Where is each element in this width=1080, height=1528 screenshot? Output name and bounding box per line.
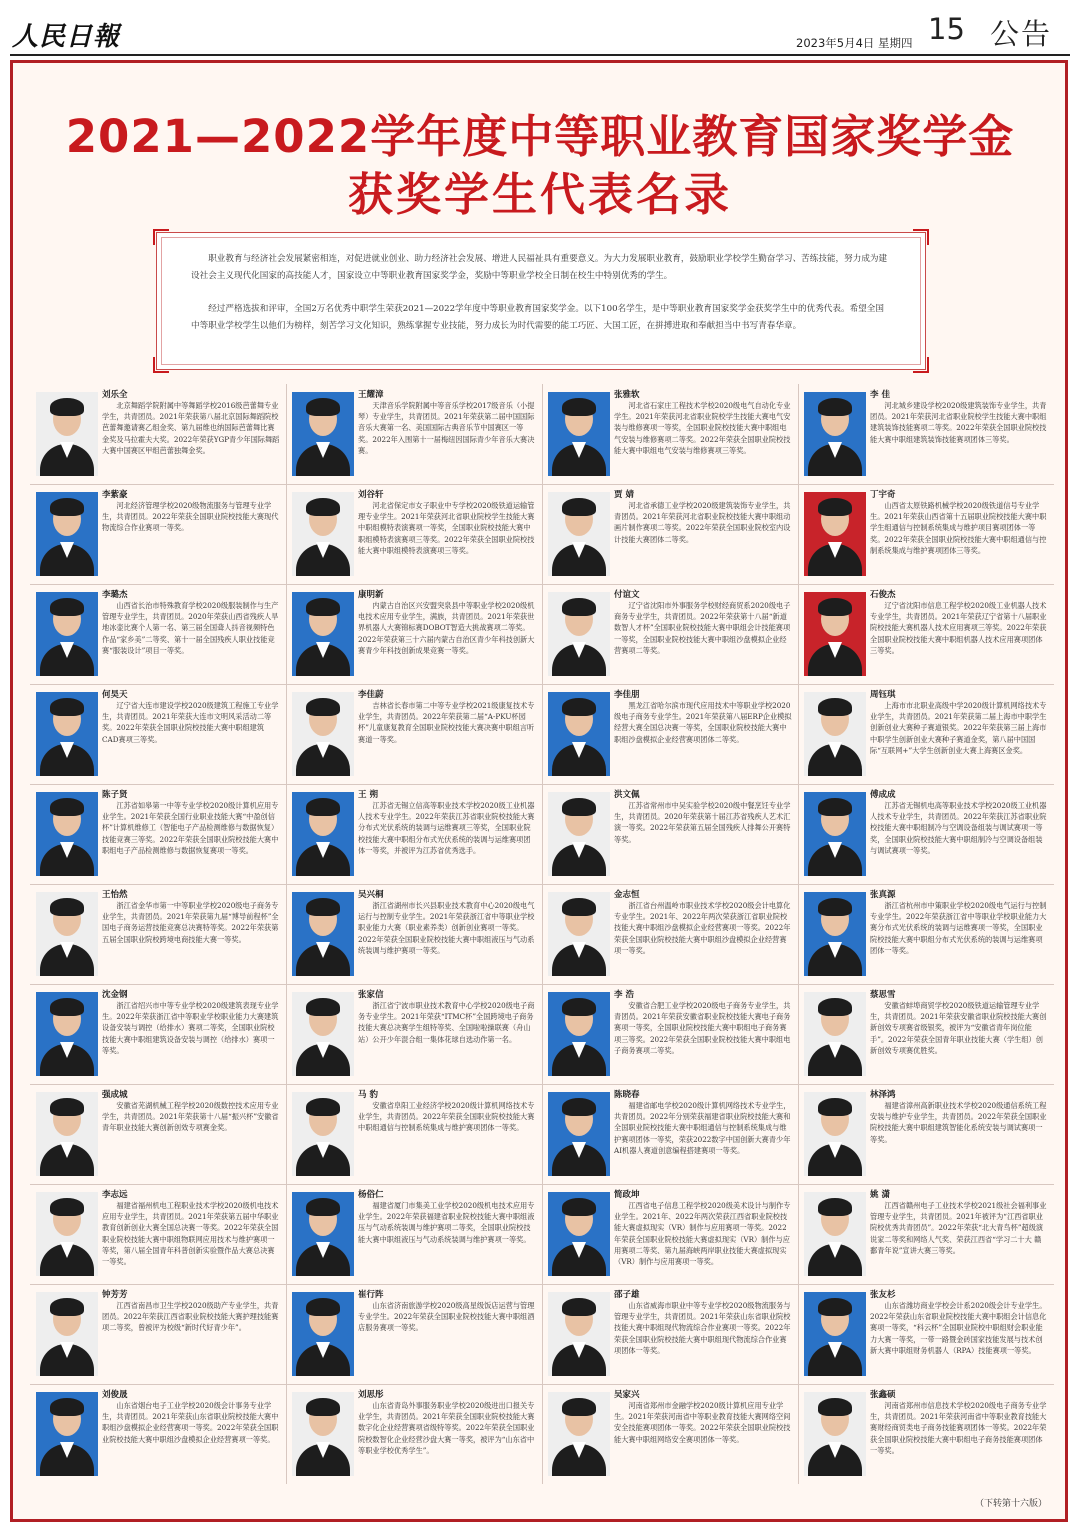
student-card: [30, 684, 286, 784]
student-name: 张雅软: [614, 390, 640, 400]
student-name: 张鑫硕: [870, 1390, 896, 1400]
student-name: 陈晓春: [614, 1090, 640, 1100]
student-bio: 山东省威海市职业中等专业学校2020级物流服务与管理专业学生，共青团员。2021年荣获山东省职业院校技能大赛中职组现代物流综合作业赛项一等奖。2022年荣获全国职业院校技能大赛中职组现代物流综合作业赛项团体一等奖。: [614, 1301, 791, 1355]
student-photo: [548, 1392, 610, 1476]
student-photo: [292, 692, 354, 776]
student-photo: [804, 992, 866, 1076]
corner-ornament: [913, 229, 929, 245]
student-bio: 吉林省长春市第二中等专业学校2021级康复技术专业学生，共青团员。2022年荣获第二届“A-PKU杯园杯”儿童康复教育全国职业院校技能大赛决赛中职组言听赛道一等奖。: [358, 701, 535, 744]
student-card: [286, 984, 542, 1084]
corner-ornament: [913, 357, 929, 373]
student-bio: 河北省石家庄工程技术学校2020级电气自动化专业学生。2021年荣获河北省职业院校学生技能大赛电气安装与维修赛项一等奖，全国职业院校技能大赛中职组电气安装与维修赛项二等奖。2022年荣获全国职业院校技能大赛中职组电气安装与维修赛项三等奖。: [614, 401, 791, 455]
student-card: [798, 1284, 1054, 1384]
student-photo: [804, 692, 866, 776]
student-card: [542, 1284, 798, 1384]
student-photo: [804, 492, 866, 576]
student-name: 李志远: [102, 1190, 128, 1200]
student-photo: [548, 592, 610, 676]
student-photo: [804, 1392, 866, 1476]
student-card: [30, 384, 286, 484]
student-photo: [292, 792, 354, 876]
student-bio: 浙江省台州温岭市职业技术学校2020级会计电算化专业学生。2021年、2022年两次荣获浙江省职业院校技能大赛中职组沙盘模拟企业经营赛项一等奖。2022年荣获全国职业院校技能大赛中职组沙盘模拟企业经营赛项一等奖。: [614, 901, 791, 955]
student-photo: [292, 992, 354, 1076]
student-name: 陈子贤: [102, 790, 128, 800]
student-photo: [548, 992, 610, 1076]
student-bio: 山东省青岛外事服务职业学校2020级进出口报关专业学生，共青团员。2021年荣获全国职业院校技能大赛数字化企业经营赛项省级特等奖。2022年荣获全国职业院校数智化企业经营沙盘大赛一等奖，被评为“山东省中等职业学校优秀学生”。: [358, 1401, 535, 1455]
student-card: [542, 1184, 798, 1284]
student-bio: 北京舞蹈学院附属中等舞蹈学校2016级芭蕾舞专业学生，共青团员。2021年荣获第八届北京国际舞蹈院校芭蕾舞邀请赛乙组金奖、第九届维也纳国际芭蕾舞比赛金奖及马拉霍夫大奖。2022年荣获YGP青少年国际舞蹈大赛中国赛区甲组芭蕾独舞金奖。: [102, 401, 280, 455]
student-grid: [30, 384, 1054, 1484]
student-photo: [548, 792, 610, 876]
student-photo: [804, 592, 866, 676]
student-bio: 江西省南昌市卫生学校2020级助产专业学生，共青团员。2022年荣获江西省职业院校技能大赛护理技能赛项二等奖，曾被评为校级“新时代好青少年”。: [102, 1301, 279, 1333]
student-photo: [804, 1292, 866, 1376]
student-photo: [292, 392, 354, 476]
student-bio: 江苏省无锡机电高等职业技术学校2020级工业机器人技术专业学生，共青团员。2022年荣获江苏省职业院校技能大赛中职组制冷与空调设备组装与调试赛项一等奖，全国职业院校技能大赛中职组制冷与空调设备组装与调试赛项一等奖。: [870, 801, 1047, 855]
student-photo: [292, 1192, 354, 1276]
student-bio: 天津音乐学院附属中等音乐学校2017级音乐（小提琴）专业学生，共青团员。2021年荣获第二届中国国际音乐大赛第一名、美国国际古典音乐节中国赛区一等奖。2022年入围第十一届梅纽因国际青少年音乐大赛决赛。: [358, 401, 535, 455]
student-card: [542, 684, 798, 784]
student-name: 李 佳: [870, 390, 890, 400]
student-bio: 河北城乡建设学校2020级建筑装饰专业学生，共青团员。2021年荣获河北省职业院校学生技能大赛中职组建筑装饰技能赛项二等奖。2022年荣获全国职业院校技能大赛中职组建筑装饰技能赛项团体三等奖。: [870, 401, 1047, 444]
student-card: [798, 1384, 1054, 1484]
student-card: [798, 584, 1054, 684]
student-card: [286, 1384, 542, 1484]
student-card: [542, 584, 798, 684]
student-name: 石俊杰: [870, 590, 896, 600]
student-name: 简政坤: [614, 1190, 640, 1200]
student-photo: [292, 592, 354, 676]
student-bio: 河北省承德工业学校2020级建筑装饰专业学生，共青团员。2021年荣获河北省职业院校技能大赛中职组动画片制作赛项二等奖。2022年荣获全国职业院校室内设计技能大赛团体二等奖。: [614, 501, 791, 544]
student-name: 李佳蔚: [358, 690, 384, 700]
masthead: [0, 0, 1080, 54]
student-bio: 江苏省如皋第一中等专业学校2020级计算机应用专业学生。2021年荣获全国行业职业技能大赛“中盈创信杯”计算机维修工（智能电子产品检测维修与数据恢复）技能竞赛三等奖。2022年荣获全国职业院校技能大赛中职组电子产品检测维修与数据恢复赛项一等奖。: [102, 801, 279, 855]
intro-paragraph-2: 经过严格选拔和评审，全国2万名优秀中职学生荣获2021—2022学年度中等职业教育国家奖学金。以下100名学生，是中等职业教育国家奖学金获奖学生中的优秀代表。希望全国中等职业学校学生以他们为榜样，刻苦学习文化知识，熟练掌握专业技能，努力成长为时代需要的能工巧匠、大国工匠，在拼搏进取和奉献担当中书写青春华章。: [191, 304, 884, 331]
newspaper-logo: 人民日報: [12, 22, 121, 52]
student-card: [30, 884, 286, 984]
headline-line-1: 2021—2022学年度中等职业教育国家奖学金: [65, 110, 1015, 163]
student-name: 林泽鸿: [870, 1090, 896, 1100]
student-bio: 山东省济南旅游学校2020级高星级饭店运营与管理专业学生。2022年荣获全国职业院校技能大赛中职组酒店服务赛项一等奖。: [358, 1301, 535, 1333]
corner-ornament: [153, 229, 169, 245]
student-bio: 江西省赣州电子工业技术学校2021级社会福利事业管理专业学生，共青团员。2021年被评为“江西省职业院校优秀共青团员”。2022年荣获“北大青鸟杯”超级演说家二等奖和网络人气奖、荣获江西省“学习二十大 赣鄱青年说”宣讲大赛三等奖。: [870, 1201, 1047, 1255]
student-card: [798, 484, 1054, 584]
student-card: [798, 684, 1054, 784]
student-bio: 安徽省合肥工业学校2020级电子商务专业学生，共青团员。2021年荣获安徽省职业院校技能大赛电子商务赛项一等奖，全国职业院校技能大赛中职组电子商务赛项三等奖。2022年荣获全国职业院校技能大赛中职组电子商务赛项二等奖。: [614, 1001, 791, 1055]
student-name: 刘乐全: [102, 390, 128, 400]
student-card: [542, 984, 798, 1084]
student-card: [30, 784, 286, 884]
student-name: 洪文佩: [614, 790, 640, 800]
student-bio: 山西省太原铁路机械学校2020级铁道信号专业学生。2021年荣获山西省第十五届职业院校技能大赛中职学生组通信与控制系统集成与维护项目赛项团体一等奖。2022年荣获全国职业院校技能大赛中职组通信与控制系统集成与维护赛项团体三等奖。: [870, 501, 1047, 555]
student-bio: 福建省邮电学校2020级计算机网络技术专业学生，共青团员。2022年分别荣获福建省职业院校技能大赛和全国职业院校技能大赛中职组通信与控制系统集成与维护赛项团体一等奖，荣获2022数字中国创新大赛青少年AI机器人赛道创意编程搭建赛项一等奖。: [614, 1101, 791, 1155]
student-photo: [292, 1392, 354, 1476]
page-number: 15: [928, 12, 965, 46]
student-name: 王怡然: [102, 890, 128, 900]
student-card: [30, 584, 286, 684]
student-bio: 辽宁省沈阳市外事服务学校财经商贸系2020级电子商务专业学生，共青团员。2022年荣获第十八届“新道数智人才杯”全国职业院校技能大赛中职组会计技能赛项一等奖，全国职业院校技能大赛中职组沙盘模拟企业经营赛项二等奖。: [614, 601, 791, 655]
student-photo: [36, 592, 98, 676]
student-name: 张真源: [870, 890, 896, 900]
headline-line-2: 获奖学生代表名录: [347, 168, 732, 221]
intro-box: [156, 232, 926, 370]
student-photo: [36, 492, 98, 576]
student-card: [286, 1284, 542, 1384]
student-bio: 河南省郑州市信息技术学校2020级电子商务专业学生，共青团员。2021年荣获河南省中等职业教育技能大赛财经商贸类电子商务技能赛项团体一等奖。2022年荣获全国职业院校技能大赛中职组电子商务技能赛项团体一等奖。: [870, 1401, 1047, 1455]
student-name: 吴家兴: [614, 1390, 640, 1400]
student-photo: [548, 1092, 610, 1176]
student-name: 杨俗仁: [358, 1190, 384, 1200]
student-card: [542, 484, 798, 584]
student-name: 吴兴桐: [358, 890, 384, 900]
student-bio: 浙江省金华市第一中等职业学校2020级电子商务专业学生，共青团员。2021年荣获第九届“博导前程杯”全国电子商务运营技能竞赛总决赛特等奖。2022年荣获第五届全国职业院校跨境电商技能大赛一等奖。: [102, 901, 279, 944]
student-card: [542, 884, 798, 984]
student-bio: 安徽省阜阳工业经济学校2020级计算机网络技术专业学生，共青团员。2022年荣获全国职业院校技能大赛中职组通信与控制系统集成与维护赛项团体一等奖。: [358, 1101, 535, 1133]
student-photo: [36, 392, 98, 476]
student-photo: [804, 1192, 866, 1276]
student-name: 邵子雄: [614, 1290, 640, 1300]
student-bio: 山东省烟台电子工业学校2020级会计事务专业学生，共青团员。2021年荣获山东省职业院校技能大赛中职组沙盘模拟企业经营赛项一等奖。2022年荣获全国职业院校技能大赛中职组沙盘模拟企业经营赛项一等奖。: [102, 1401, 279, 1444]
student-photo: [804, 792, 866, 876]
student-name: 付谊文: [614, 590, 640, 600]
student-bio: 内蒙古自治区兴安盟突泉县中等职业学校2020级机电技术应用专业学生，满族，共青团员。2021年荣获世界机器人大赛锦标赛DOBOT智造大挑战赛项二等奖。2022年荣获第三十六届内蒙古自治区青少年科技创新大赛青少年科技创新成果竞赛一等奖。: [358, 601, 535, 655]
student-card: [286, 884, 542, 984]
student-card: [30, 484, 286, 584]
student-card: [798, 984, 1054, 1084]
student-card: [286, 684, 542, 784]
student-photo: [548, 892, 610, 976]
student-photo: [36, 792, 98, 876]
student-card: [542, 784, 798, 884]
student-name: 刘思彤: [358, 1390, 384, 1400]
student-bio: 福建省漳州高新职业技术学校2020级通信系统工程安装与维护专业学生，共青团员。2022年荣获全国职业院校技能大赛中职组建筑智能化系统安装与调试赛项一等奖。: [870, 1101, 1047, 1144]
student-name: 崔行阵: [358, 1290, 384, 1300]
student-card: [286, 484, 542, 584]
student-name: 王 朔: [358, 790, 378, 800]
student-name: 张友杉: [870, 1290, 896, 1300]
student-bio: 浙江省绍兴市中等专业学校2020级建筑表现专业学生。2022年荣获浙江省中等职业学校职业能力大赛建筑设备安装与调控（给排水）赛项二等奖，全国职业院校技能大赛中职组建筑设备安装与调控（给排水）赛项一等奖。: [102, 1001, 279, 1055]
student-bio: 安徽省芜湖机械工程学校2020级数控技术应用专业学生，共青团员。2021年荣获第十八届“振兴杯”安徽省青年职业技能大赛创新创效专项赛金奖。: [102, 1101, 279, 1133]
student-bio: 河南省郑州市金融学校2020级计算机应用专业学生。2021年荣获河南省中等职业教育技能大赛网络空间安全技能赛项团体一等奖。2022年荣获全国职业院校技能大赛中职组网络安全赛项团体一等奖。: [614, 1401, 791, 1444]
student-bio: 江苏省常州市中吴实验学校2020级中餐烹饪专业学生，共青团员。2020年荣获第十届江苏省残疾人艺术汇演一等奖。2022年荣获第五届全国残疾人排舞公开赛特等奖。: [614, 801, 791, 844]
student-name: 沈金钢: [102, 990, 128, 1000]
student-bio: 福建省厦门市集美工业学校2020级机电技术应用专业学生。2022年荣获福建省职业院校技能大赛中职组液压与气动系统装调与维护赛项二等奖，全国职业院校技能大赛中职组液压与气动系统装调与维护赛项一等奖。: [358, 1201, 535, 1244]
student-bio: 安徽省蚌埠商贸学校2020级铁道运输管理专业学生，共青团员。2021年荣获安徽省职业院校技能大赛创新创效专项赛省级银奖，被评为“安徽省青年岗位能手”。2022年荣获全国青年职业技能大赛（学生组）创新创效专项赛优胜奖。: [870, 1001, 1047, 1055]
student-card: [30, 1384, 286, 1484]
student-photo: [36, 1292, 98, 1376]
student-name: 何昊天: [102, 690, 128, 700]
student-name: 贾 婧: [614, 490, 634, 500]
student-name: 康明新: [358, 590, 384, 600]
student-photo: [804, 1092, 866, 1176]
student-card: [798, 1084, 1054, 1184]
student-name: 周钰琪: [870, 690, 896, 700]
student-card: [798, 784, 1054, 884]
student-card: [286, 1184, 542, 1284]
student-card: [286, 584, 542, 684]
student-name: 姚 潇: [870, 1190, 890, 1200]
masthead-rule: [10, 54, 1070, 56]
student-photo: [36, 1092, 98, 1176]
student-card: [542, 1084, 798, 1184]
student-photo: [292, 1292, 354, 1376]
student-bio: 河北经济管理学校2020级物流服务与管理专业学生，共青团员。2022年荣获全国职业院校技能大赛现代物流综合作业赛项一等奖。: [102, 501, 279, 533]
student-bio: 辽宁省沈阳市信息工程学校2020级工业机器人技术专业学生，共青团员。2021年荣获辽宁省第十八届职业院校技能大赛机器人技术应用赛项三等奖。2022年荣获全国职业院校技能大赛中职组机器人技术应用赛项团体三等奖。: [870, 601, 1047, 655]
student-name: 王耀漳: [358, 390, 384, 400]
student-photo: [548, 1292, 610, 1376]
student-card: [30, 984, 286, 1084]
student-photo: [36, 1192, 98, 1276]
student-bio: 浙江省宁波市职业技术教育中心学校2020级电子商务专业学生。2021年荣获“ITMC杯”全国跨境电子商务技能大赛总决赛学生组特等奖、全国啦啦操联赛（舟山站）公开少年混合组一集体花球自选动作第一名。: [358, 1001, 535, 1044]
continue-note: （下转第十六版）: [975, 1499, 1048, 1509]
student-bio: 江苏省无锡立信高等职业技术学校2020级工业机器人技术专业学生。2022年荣获江苏省职业院校技能大赛分布式光伏系统的装调与运维赛项三等奖，全国职业院校技能大赛中职组分布式光伏系统的装调与运维赛项团体一等奖，并被评为江苏省优秀选手。: [358, 801, 535, 855]
student-bio: 辽宁省大连市建设学校2020级建筑工程施工专业学生，共青团员。2021年荣获大连市文明风采活动二等奖。2022年荣获全国职业院校技能大赛中职组建筑CAD赛项三等奖。: [102, 701, 279, 744]
student-card: [30, 1084, 286, 1184]
student-name: 金志恒: [614, 890, 640, 900]
student-card: [542, 1384, 798, 1484]
student-name: 李璐杰: [102, 590, 128, 600]
student-name: 强成城: [102, 1090, 128, 1100]
student-card: [798, 1184, 1054, 1284]
student-card: [286, 784, 542, 884]
student-name: 刘谷轩: [358, 490, 384, 500]
student-photo: [548, 392, 610, 476]
student-photo: [548, 692, 610, 776]
student-photo: [36, 692, 98, 776]
student-bio: 山东省潍坊商业学校会计系2020级会计专业学生。2022年荣获山东省职业院校技能大赛中职组会计信息化赛项一等奖，“科云杯”全国职业院校中职组财会职业能力大赛一等奖，一带一路暨金砖国家技能发展与技术创新大赛中职组财务机器人（RPA）技能赛项一等奖。: [870, 1301, 1047, 1355]
student-name: 李紫豪: [102, 490, 128, 500]
student-photo: [548, 492, 610, 576]
student-photo: [36, 892, 98, 976]
student-photo: [36, 992, 98, 1076]
student-bio: 浙江省杭州市中策职业学校2020级电气运行与控制专业学生。2022年荣获浙江省中等职业学校职业能力大赛分布式光伏系统的装调与运维赛项一等奖，全国职业院校技能大赛中职组分布式光伏系统的装调与运维赛项团体一等奖。: [870, 901, 1047, 955]
student-photo: [804, 892, 866, 976]
student-name: 钟芳芳: [102, 1290, 128, 1300]
student-bio: 江西省电子信息工程学校2020级美术设计与制作专业学生。2021年、2022年两次荣获江西省职业院校技能大赛虚拟现实（VR）制作与应用赛项一等奖。2022年荣获全国职业院校技能大赛虚拟现实（VR）制作与应用赛项二等奖、第九届海峡两岸职业技能大赛虚拟现实（VR）制作与应用赛项一等奖。: [614, 1201, 791, 1267]
student-name: 刘俊晟: [102, 1390, 128, 1400]
student-card: [286, 1084, 542, 1184]
student-card: [30, 1284, 286, 1384]
student-name: 李佳朋: [614, 690, 640, 700]
student-photo: [36, 1392, 98, 1476]
intro-paragraph-1: 职业教育与经济社会发展紧密相连，对促进就业创业、助力经济社会发展、增进人民福祉具有重要意义。为大力发展职业教育，鼓励职业学校学生勤奋学习、苦练技能，努力成为建设社会主义现代化国家的高技能人才，国家设立中等职业教育国家奖学金，奖励中等职业学校全日制在校生中特别优秀的学生。: [191, 254, 888, 281]
student-card: [286, 384, 542, 484]
student-photo: [804, 392, 866, 476]
student-name: 蔡思雪: [870, 990, 896, 1000]
section-name: 公告: [990, 17, 1053, 51]
student-photo: [548, 1192, 610, 1276]
student-card: [798, 384, 1054, 484]
student-photo: [292, 492, 354, 576]
student-bio: 福建省福州机电工程职业技术学校2020级机电技术应用专业学生，共青团员。2021年荣获第五届中华职业教育创新创业大赛全国总决赛一等奖。2022年荣获全国职业院校技能大赛中职组物联网应用技术与维护赛项一等奖，第八届全国青年科普创新实验暨作品大赛总决赛一等奖。: [102, 1201, 279, 1267]
issue-date: 2023年5月4日 星期四: [796, 36, 913, 50]
student-name: 傅成成: [870, 790, 896, 800]
corner-ornament: [153, 357, 169, 373]
student-card: [798, 884, 1054, 984]
student-bio: 河北省保定市女子职业中专学校2020级铁道运输管理专业学生。2021年荣获河北省职业院校学生技能大赛中职组模特表演赛项一等奖，全国职业院校技能大赛中职组模特表演赛项三等奖。2022年荣获全国职业院校技能大赛中职组模特表演赛项三等奖。: [358, 501, 535, 555]
student-photo: [292, 892, 354, 976]
student-card: [30, 1184, 286, 1284]
student-card: [542, 384, 798, 484]
student-name: 张家信: [358, 990, 384, 1000]
student-photo: [292, 1092, 354, 1176]
student-bio: 上海市市北职业高级中学2020级计算机网络技术专业学生，共青团员。2021年荣获第二届上海市中职学生创新创业大赛种子赛道银奖。2022年荣获第三届上海市中职学生创新创业大赛种子赛道金奖，第八届中国国际“互联网+”大学生创新创业大赛上海赛区金奖。: [870, 701, 1047, 755]
student-bio: 黑龙江省哈尔滨市现代应用技术中等职业学校2020级电子商务专业学生。2021年荣获第八届ERP企业模拟经营大赛全国总决赛一等奖，全国职业院校技能大赛中职组沙盘模拟企业经营赛项团体二等奖。: [614, 701, 792, 744]
student-bio: 浙江省湖州市长兴县职业技术教育中心2020级电气运行与控制专业学生。2021年荣获浙江省中等职业学校职业能力大赛（职业素养类）创新创业赛项一等奖。2022年荣获全国职业院校技能大赛中职组液压与气动系统装调与维护赛项一等奖。: [358, 901, 535, 955]
student-name: 李 浩: [614, 990, 634, 1000]
student-bio: 山西省长治市特殊教育学校2020级服装制作与生产管理专业学生，共青团员。2020年荣获山西省残疾人旱地冰壶比赛个人第一名、第三届全国聋人抖音视频特色作品“家乡美”二等奖、第十一届全国残疾人职业技能竞赛“服装设计”项目一等奖。: [102, 601, 279, 655]
student-name: 马 豹: [358, 1090, 378, 1100]
student-name: 丁宇奇: [870, 490, 896, 500]
